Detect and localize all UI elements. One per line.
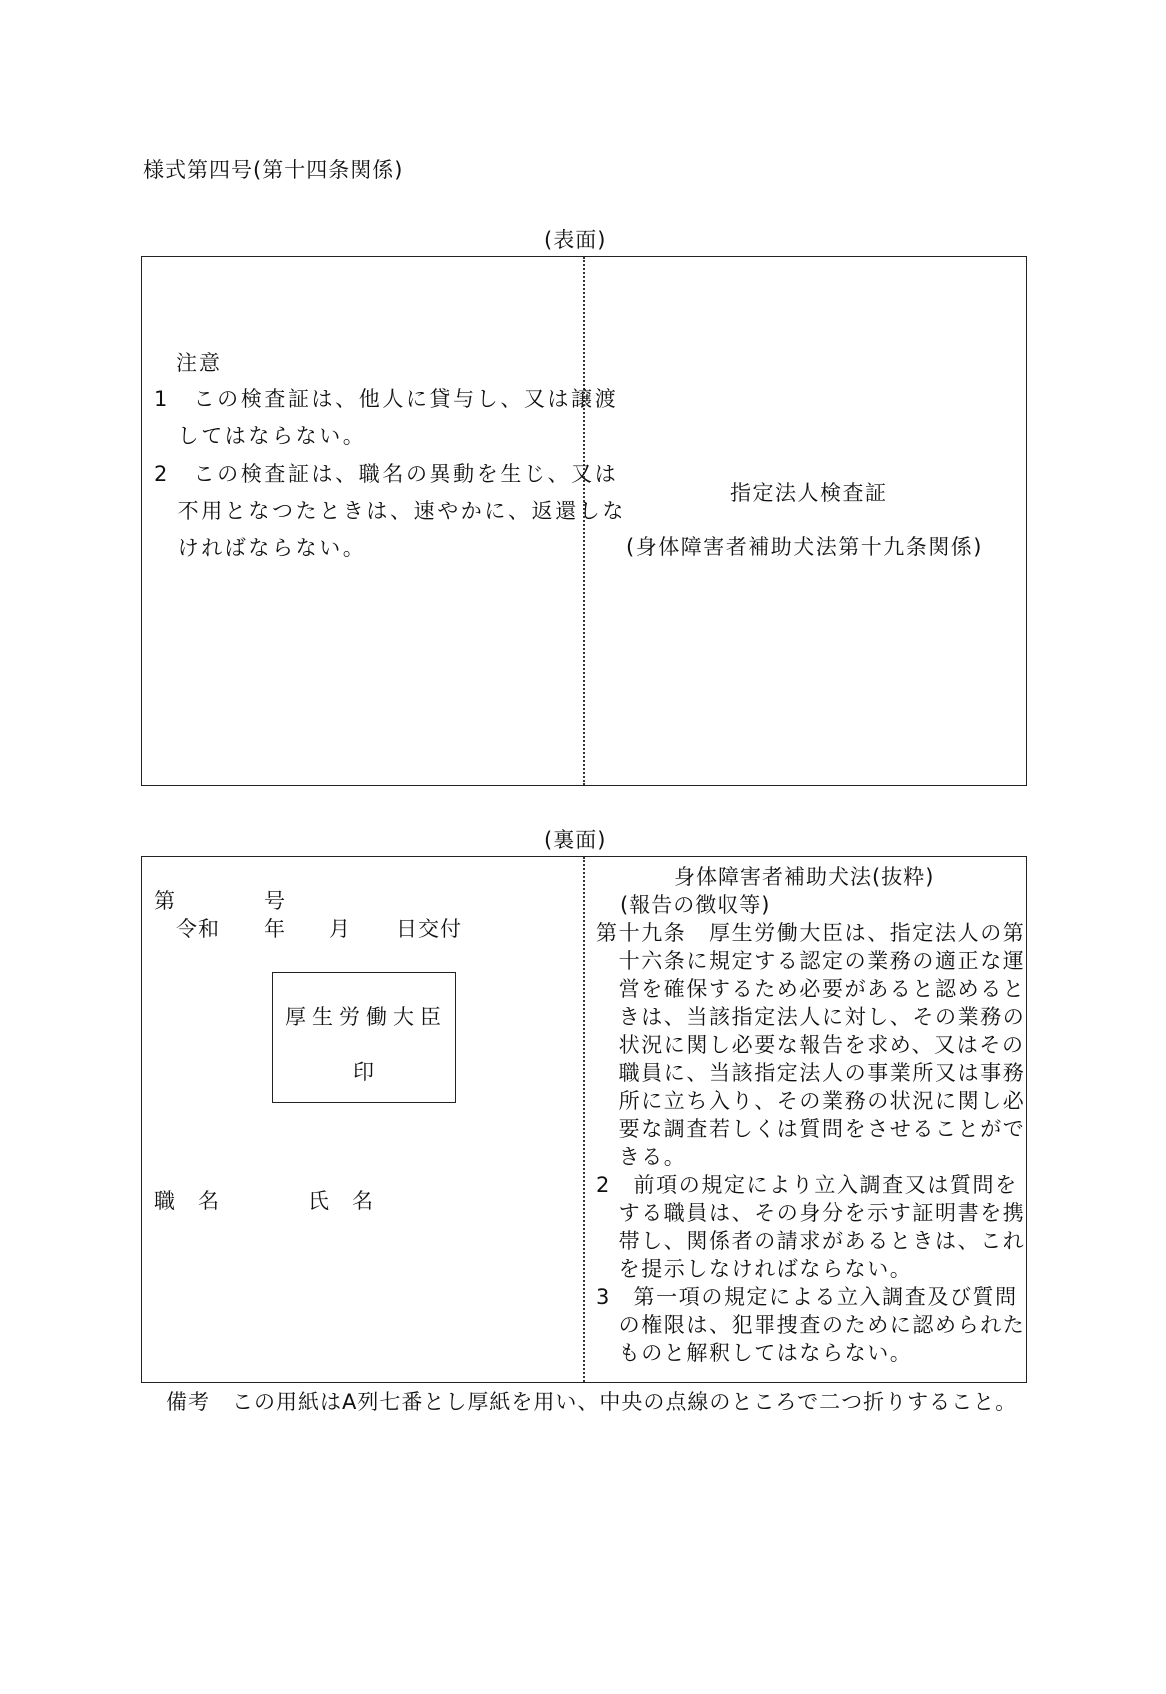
date-issued: 日交付 — [396, 917, 462, 941]
law-line: 2 前項の規定により立入調査又は質問を — [596, 1173, 1018, 1197]
form-title: 様式第四号(第十四条関係) — [143, 158, 404, 182]
law-line: を提示しなければならない。 — [596, 1257, 913, 1281]
minister-seal-box — [272, 972, 456, 1103]
law-line: の権限は、犯罪捜査のために認められた — [596, 1313, 1026, 1337]
law-line: 第十九条 厚生労働大臣は、指定法人の第 — [596, 921, 1026, 945]
notice-line: 1 この検査証は、他人に貸与し、又は譲渡 — [154, 387, 619, 411]
date-year: 年 — [264, 917, 286, 941]
notice-line: 2 この検査証は、職名の異動を生じ、又は — [154, 462, 619, 486]
law-title: 身体障害者補助犬法(抜粋) — [674, 865, 935, 889]
law-line: 営を確保するため必要があると認めると — [596, 977, 1026, 1001]
law-line: 帯し、関係者の請求があるときは、これ — [596, 1229, 1026, 1253]
law-line: 十六条に規定する認定の業務の適正な運 — [596, 949, 1026, 973]
remarks: 備考 この用紙はA列七番とし厚紙を用い、中央の点線のところで二つ折りすること。 — [166, 1390, 1018, 1414]
front-heading: (表面) — [544, 228, 607, 252]
notice-line: ければならない。 — [154, 536, 367, 560]
law-line: 所に立ち入り、その業務の状況に関し必 — [596, 1089, 1026, 1113]
name-label: 氏 名 — [308, 1189, 374, 1213]
date-era: 令和 — [176, 917, 220, 941]
law-line: 状況に関し必要な報告を求め、又はその — [596, 1033, 1025, 1057]
law-line: する職員は、その身分を示す証明書を携 — [596, 1201, 1026, 1225]
law-line: 職員に、当該指定法人の事業所又は事務 — [596, 1061, 1026, 1085]
number-label-1: 第 — [154, 889, 176, 913]
law-caption: (報告の徴収等) — [620, 893, 771, 917]
law-line: 3 第一項の規定による立入調査及び質問 — [596, 1285, 1018, 1309]
seal-mark: 印 — [353, 1060, 375, 1084]
law-line: ものと解釈してはならない。 — [596, 1341, 913, 1365]
date-month: 月 — [329, 917, 351, 941]
seal-name: 厚生労働大臣 — [285, 1005, 447, 1029]
front-card — [141, 256, 1027, 786]
back-card — [141, 856, 1027, 1383]
law-line: きは、当該指定法人に対し、その業務の — [596, 1005, 1026, 1029]
card-subtitle: (身体障害者補助犬法第十九条関係) — [626, 535, 983, 559]
card-title: 指定法人検査証 — [730, 481, 888, 505]
position-label: 職 名 — [154, 1189, 220, 1213]
notice-title: 注意 — [176, 351, 222, 375]
back-heading: (裏面) — [544, 828, 607, 852]
number-label-2: 号 — [264, 889, 286, 913]
back-fold-line — [583, 857, 585, 1382]
notice-line: 不用となつたときは、速やかに、返還しな — [154, 499, 626, 523]
notice-line: してはならない。 — [154, 424, 367, 448]
law-line: きる。 — [596, 1145, 687, 1169]
law-line: 要な調査若しくは質問をさせることがで — [596, 1117, 1026, 1141]
